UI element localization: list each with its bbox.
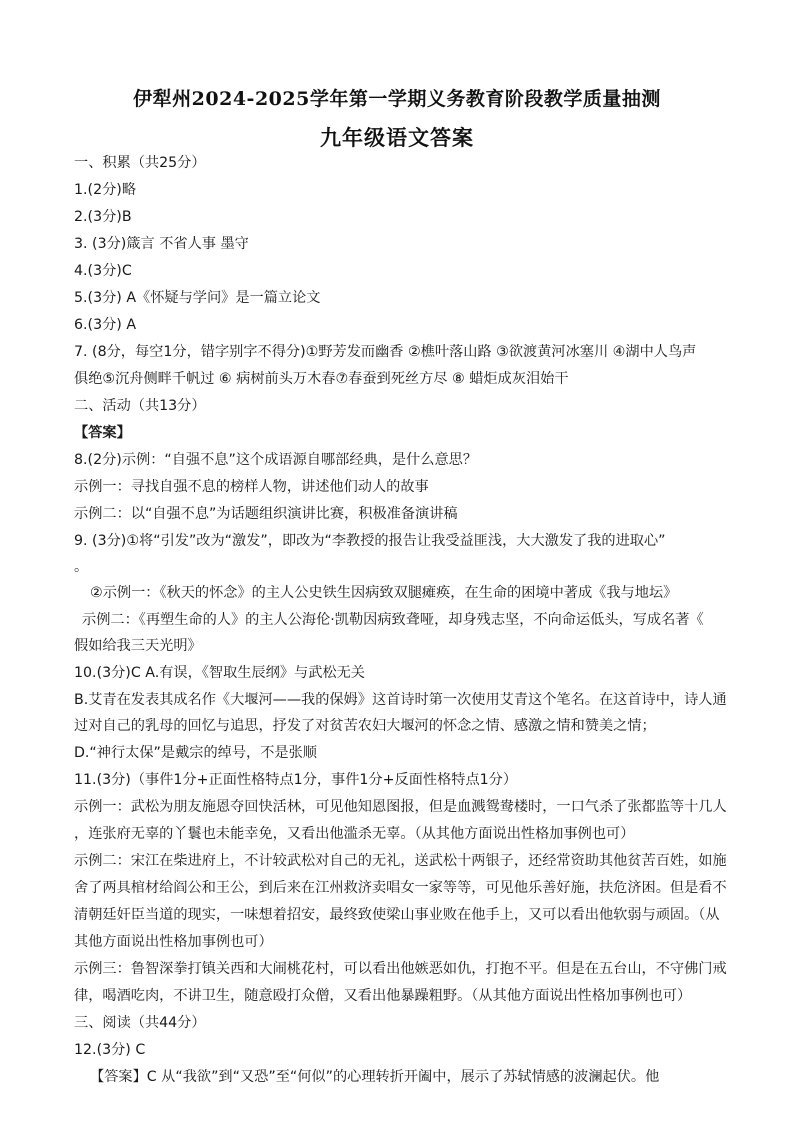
document-title: 伊犁州2024-2025学年第一学期义务教育阶段教学质量抽测	[133, 88, 661, 110]
answer-line: 俱绝⑤沉舟侧畔千帆过 ⑥ 病树前头万木春⑦春蚕到死丝方尽 ⑧ 蜡炬成灰泪始干	[74, 371, 569, 387]
answer-line: 假如给我三天光明》	[74, 638, 202, 654]
answer-line: 1.(2分)略	[74, 182, 137, 198]
answer-line: ②示例一：《秋天的怀念》的主人公史铁生因病致双腿瘫痪，在生命的困境中著成《我与地坛》	[90, 585, 678, 601]
answer-line: 9. (3分)①将“引发”改为“激发”，即改为“李教授的报告让我受益匪浅，大大激发了我的进取心”	[74, 533, 666, 549]
answer-line: D.“神行太保”是戴宗的绰号，不是张顺	[74, 745, 317, 761]
answer-line: 舍了两具棺材给阎公和王公，到后来在江州救济卖唱女一家等等，可见他乐善好施，扶危济困。但是看不	[74, 880, 727, 896]
answer-line: ，连张府无辜的丫鬟也未能幸免，又看出他滥杀无辜。（从其他方面说出性格加事例也可）	[74, 826, 635, 842]
answer-line: 示例二：宋江在柴进府上，不计较武松对自己的无礼，送武松十两银子，还经常资助其他贫苦百姓，如施	[74, 853, 727, 869]
answer-line: 6.(3分) A	[74, 317, 137, 333]
section-heading: 二、活动（共13分）	[74, 398, 206, 414]
answer-line: 其他方面说出性格加事例也可）	[74, 934, 273, 950]
answer-line: 示例一：武松为朋友施恩夺回快活林，可见他知恩图报，但是血溅鸳鸯楼时，一口气杀了张都监等十几人	[74, 799, 727, 815]
answer-line: 5.(3分) A《怀疑与学问》是一篇立论文	[74, 290, 321, 306]
answer-line: 【答案】C 从“我欲”到“又恐”至“何似”的心理转折开阖中，展示了苏轼情感的波澜起伏。他	[90, 1069, 660, 1085]
answer-line: 4.(3分)C	[74, 263, 132, 279]
answer-line: 示例三：鲁智深拳打镇关西和大闹桃花村，可以看出他嫉恶如仇，打抱不平。但是在五台山，不守佛门戒	[74, 961, 727, 977]
answer-line: 过对自己的乳母的回忆与追思，抒发了对贫苦农妇大堰河的怀念之情、感激之情和赞美之情；	[74, 718, 656, 734]
answer-line: 3. (3分)箴言 不省人事 墨守	[74, 236, 249, 252]
answer-line: 。	[74, 559, 89, 575]
answer-line: 7. (8分，每空1分，错字别字不得分)①野芳发而幽香 ②樵叶落山路 ③欲渡黄河冰塞川 ④湖中人鸟声	[74, 344, 697, 360]
document-subtitle: 九年级语文答案	[320, 125, 474, 150]
answer-line: B.艾青在发表其成名作《大堰河——我的保姆》这首诗时第一次使用艾青这个笔名。在这首诗中，诗人通	[74, 692, 727, 708]
answer-line: 示例二：以“自强不息”为话题组织演讲比赛，积极准备演讲稿	[74, 506, 458, 522]
answer-line: 律，喝酒吃肉，不讲卫生，随意殴打众僧，又看出他暴躁粗野。（从其他方面说出性格加事例也可）	[74, 988, 692, 1004]
answer-line: 11.(3分)（事件1分+正面性格特点1分，事件1分+反面性格特点1分）	[74, 772, 518, 788]
answer-label: 【答案】	[74, 425, 131, 441]
answer-line: 2.(3分)B	[74, 209, 132, 225]
answer-line: 清朝廷奸臣当道的现实，一味想着招安，最终致使梁山事业败在他手上，又可以看出他软弱与顽固。（从	[74, 907, 720, 923]
answer-line: 12.(3分) C	[74, 1042, 146, 1058]
answer-line: 8.(2分)示例：“自强不息”这个成语源自哪部经典，是什么意思？	[74, 452, 478, 468]
answer-line: 10.(3分)C A.有误，《智取生辰纲》与武松无关	[74, 665, 365, 681]
section-heading: 三、阅读（共44分）	[74, 1015, 206, 1031]
answer-line: 示例一：寻找自强不息的榜样人物，讲述他们动人的故事	[74, 479, 429, 495]
section-heading: 一、积累（共25分）	[74, 155, 206, 171]
answer-line: 示例二：《再塑生命的人》的主人公海伦·凯勒因病致聋哑，却身残志坚，不向命运低头，写成名著《	[82, 612, 704, 628]
